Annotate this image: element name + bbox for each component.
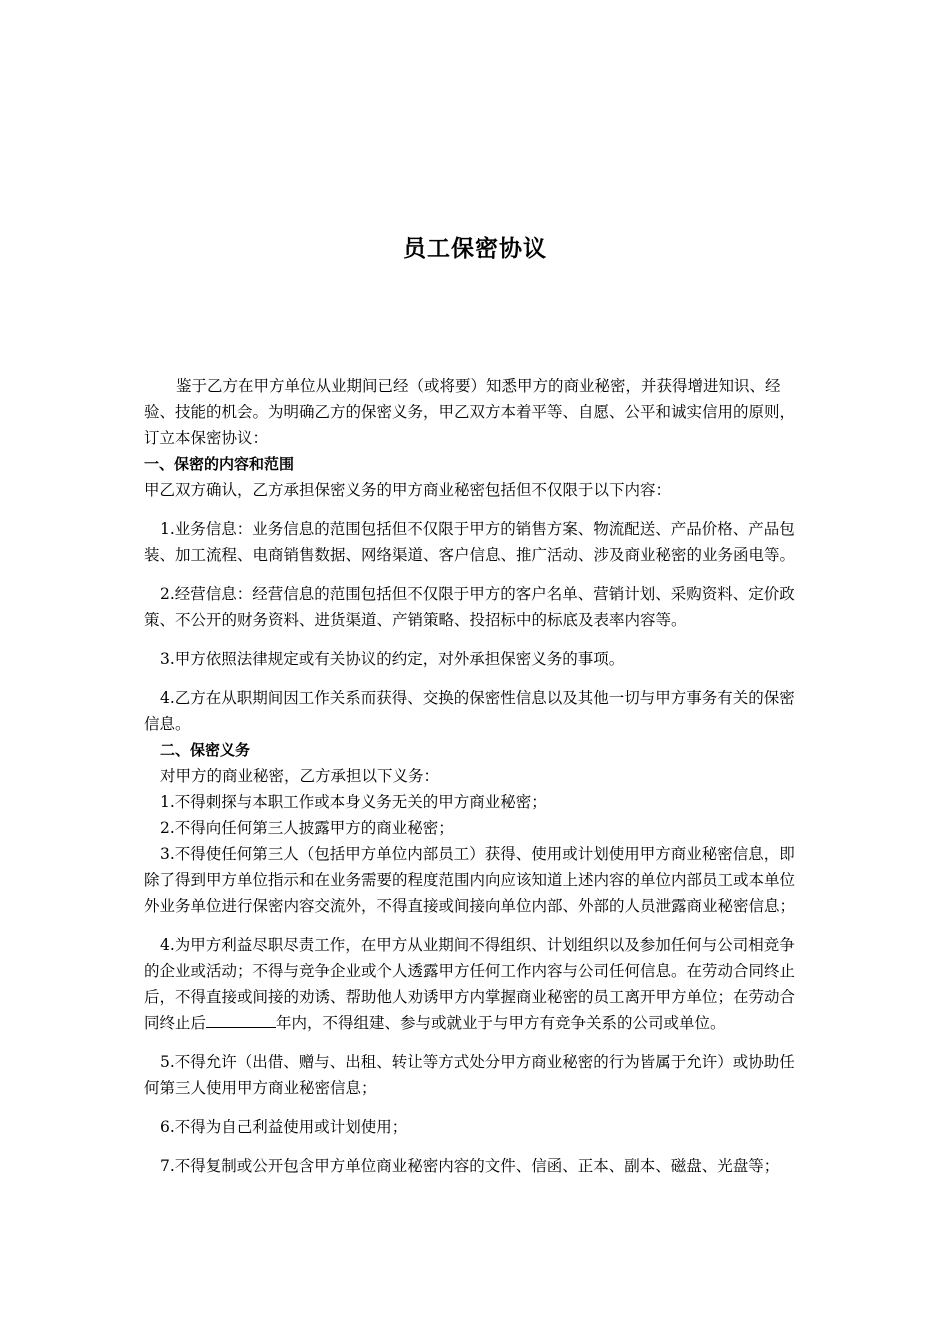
item-text: 年内，不得组建、参与或就业于与甲方有竞争关系的公司或单位。: [276, 1014, 726, 1032]
list-item: 2.经营信息：经营信息的范围包括但不仅限于甲方的客户名单、营销计划、采购资料、定价政策、不公开的财务资料、进货渠道、产销策略、投招标中的标底及表率内容等。: [144, 585, 795, 629]
section-heading: 二、保密义务: [160, 741, 251, 759]
item-text: 4.为甲方利益尽职尽责工作，在甲方从业期间不得组织、计划组织以及参加任何与公司相竞争的企业或活动；不得与竞争企业或个人透露甲方任何工作内容与公司任何信息。在劳动合同终止后，不得直接或间接的劝诱、帮助他人劝诱甲方内掌握商业秘密的员工离开甲方单位；在劳动合同终止后: [144, 936, 796, 1032]
list-item: 5.不得允许（出借、赠与、出租、转让等方式处分甲方商业秘密的行为皆属于允许）或协助任何第三人使用甲方商业秘密信息；: [144, 1053, 795, 1097]
fill-in-blank: [206, 1013, 276, 1028]
document-title: 员工保密协议: [403, 236, 547, 262]
list-item: 2.不得向任何第三人披露甲方的商业秘密；: [160, 819, 454, 837]
intro-paragraph: 鉴于乙方在甲方单位从业期间已经（或将要）知悉甲方的商业秘密，并获得增进知识、经验、技能的机会。为明确乙方的保密义务，甲乙双方本着平等、自愿、公平和诚实信用的原则，订立本保密协议：: [144, 377, 796, 447]
list-item: 1.不得刺探与本职工作或本身义务无关的甲方商业秘密；: [160, 793, 547, 811]
list-item: [144, 932, 810, 1036]
list-item: 4.乙方在从职期间因工作关系而获得、交换的保密性信息以及其他一切与甲方事务有关的保密信息。: [144, 689, 795, 733]
list-item: 1.业务信息：业务信息的范围包括但不仅限于甲方的销售方案、物流配送、产品价格、产品包装、加工流程、电商销售数据、网络渠道、客户信息、推广活动、涉及商业秘密的业务函电等。: [144, 520, 796, 564]
section-lead: 对甲方的商业秘密，乙方承担以下义务：: [160, 767, 440, 785]
document-body: [144, 373, 810, 1179]
section-lead: 甲乙双方确认，乙方承担保密义务的甲方商业秘密包括但不仅限于以下内容：: [144, 481, 672, 499]
list-item: 6.不得为自己利益使用或计划使用；: [160, 1118, 408, 1136]
list-item: 7.不得复制或公开包含甲方单位商业秘密内容的文件、信函、正本、副本、磁盘、光盘等；: [160, 1157, 780, 1175]
list-item: 3.甲方依照法律规定或有关协议的约定，对外承担保密义务的事项。: [160, 650, 625, 668]
list-item: 3.不得使任何第三人（包括甲方单位内部员工）获得、使用或计划使用甲方商业秘密信息，即除了得到甲方单位指示和在业务需要的程度范围内向应该知道上述内容的单位内部员工或本单位外业务单位进行保密内容交流外，不得直接或间接向单位内部、外部的人员泄露商业秘密信息；: [144, 845, 796, 915]
section-heading: 一、保密的内容和范围: [144, 455, 295, 473]
